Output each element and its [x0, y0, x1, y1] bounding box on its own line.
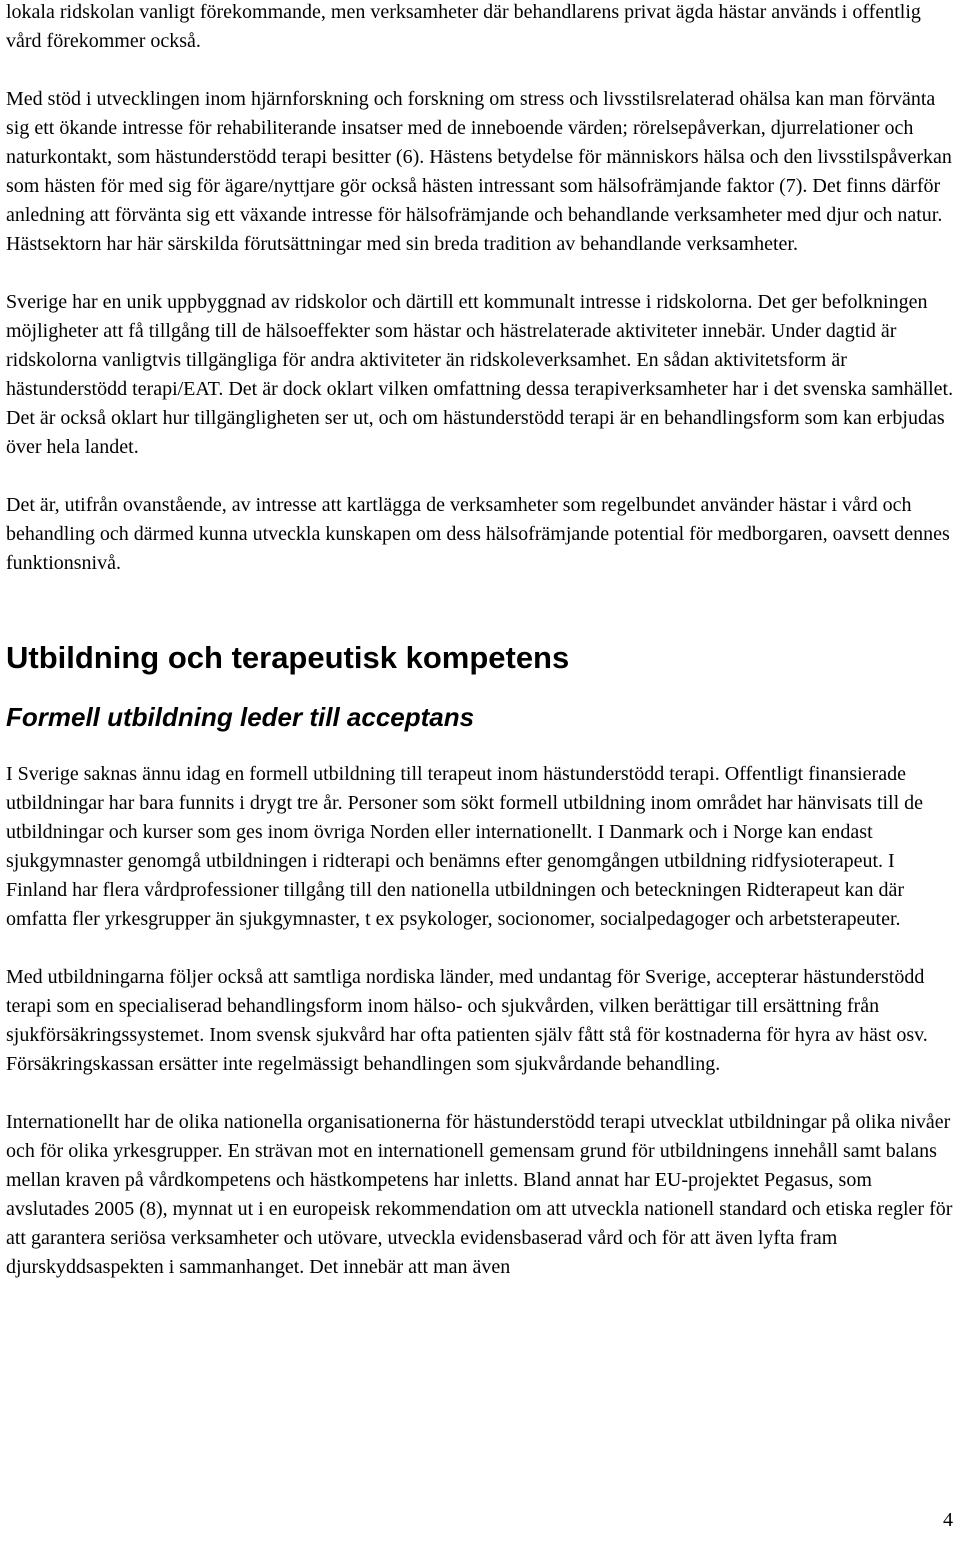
body-paragraph: I Sverige saknas ännu idag en formell utbildning till terapeut inom hästunderstödd terapi. Offentligt finansierade utbildningar har bara funnits i drygt tre år. Personer som sökt formell utbildning inom området har hänvisats till de utbildningar och kurser som ges inom övriga Norden eller internationellt. I Danmark och i Norge kan endast sjukgymnaster genomgå utbildningen i ridterapi och benämns efter genomgången utbildning ridfysioterapeut. I Finland har flera vårdprofessioner tillgång till den nationella utbildningen och beteckningen Ridterapeut kan där omfatta fler yrkesgrupper än sjukgymnaster, t ex psykologer, socionomer, socialpedagoger och arbetsterapeuter. [6, 763, 924, 930]
body-paragraph: lokala ridskolan vanligt förekommande, men verksamheter där behandlarens privat ägda hästar används i offentlig vård förekommer också. [6, 1, 921, 52]
body-paragraph: Internationellt har de olika nationella organisationerna för hästunderstödd terapi utvecklat utbildningar på olika nivåer och för olika yrkesgrupper. En strävan mot en internationell gemensam grund för utbildningens innehåll samt balans mellan kraven på vårdkompetens och hästkompetens har inletts. Bland annat har EU-projektet Pegasus, som avslutades 2005 (8), mynnat ut i en europeisk rekommendation om att utveckla nationell standard och etiska regler för att garantera seriösa verksamheter och utövare, utveckla evidensbaserad vård och för att även lyfta fram djurskyddsaspekten i sammanhanget. Det innebär att man även [6, 1111, 953, 1278]
body-paragraph: Med stöd i utvecklingen inom hjärnforskning och forskning om stress och livsstilsrelaterad ohälsa kan man förvänta sig ett ökande intresse för rehabiliterande insatser med de inneboende värden; rörelsepåverkan, djurrelationer och naturkontakt, som hästunderstödd terapi besitter (6). Hästens betydelse för människors hälsa och den livsstilspåverkan som hästen för med sig för ägare/nyttjare gör också hästen intressant som hälsofrämjande faktor (7). Det finns därför anledning att förvänta sig ett växande intresse för hälsofrämjande och behandlande verksamheter med djur och natur. Hästsektorn har här särskilda förutsättningar med sin breda tradition av behandlande verksamheter. [6, 88, 952, 255]
document-page [6, 0, 956, 1282]
page-number: 4 [943, 1509, 953, 1531]
section-heading: Utbildning och terapeutisk kompetens [6, 640, 570, 675]
body-paragraph: Med utbildningarna följer också att samtliga nordiska länder, med undantag för Sverige, accepterar hästunderstödd terapi som en specialiserad behandlingsform inom hälso- och sjukvården, vilken berättigar till ersättning från sjukförsäkringssystemet. Inom svensk sjukvård har ofta patienten själv fått stå för kostnaderna för hyra av häst osv. Försäkringskassan ersätter inte regelmässigt behandlingen som sjukvårdande behandling. [6, 966, 928, 1075]
subsection-heading: Formell utbildning leder till acceptans [6, 702, 475, 732]
body-paragraph: Det är, utifrån ovanstående, av intresse att kartlägga de verksamheter som regelbundet använder hästar i vård och behandling och därmed kunna utveckla kunskapen om dess hälsofrämjande potential för medborgaren, oavsett dennes funktionsnivå. [6, 494, 950, 574]
body-paragraph: Sverige har en unik uppbyggnad av ridskolor och därtill ett kommunalt intresse i ridskolorna. Det ger befolkningen möjligheter att få tillgång till de hälsoeffekter som hästar och hästrelaterade aktiviteter innebär. Under dagtid är ridskolorna vanligtvis tillgängliga för andra aktiviteter än ridskoleverksamhet. En sådan aktivitetsform är hästunderstödd terapi/EAT. Det är dock oklart vilken omfattning dessa terapiverksamheter har i det svenska samhället. Det är också oklart hur tillgängligheten ser ut, och om hästunderstödd terapi är en behandlingsform som kan erbjudas över hela landet. [6, 291, 954, 458]
